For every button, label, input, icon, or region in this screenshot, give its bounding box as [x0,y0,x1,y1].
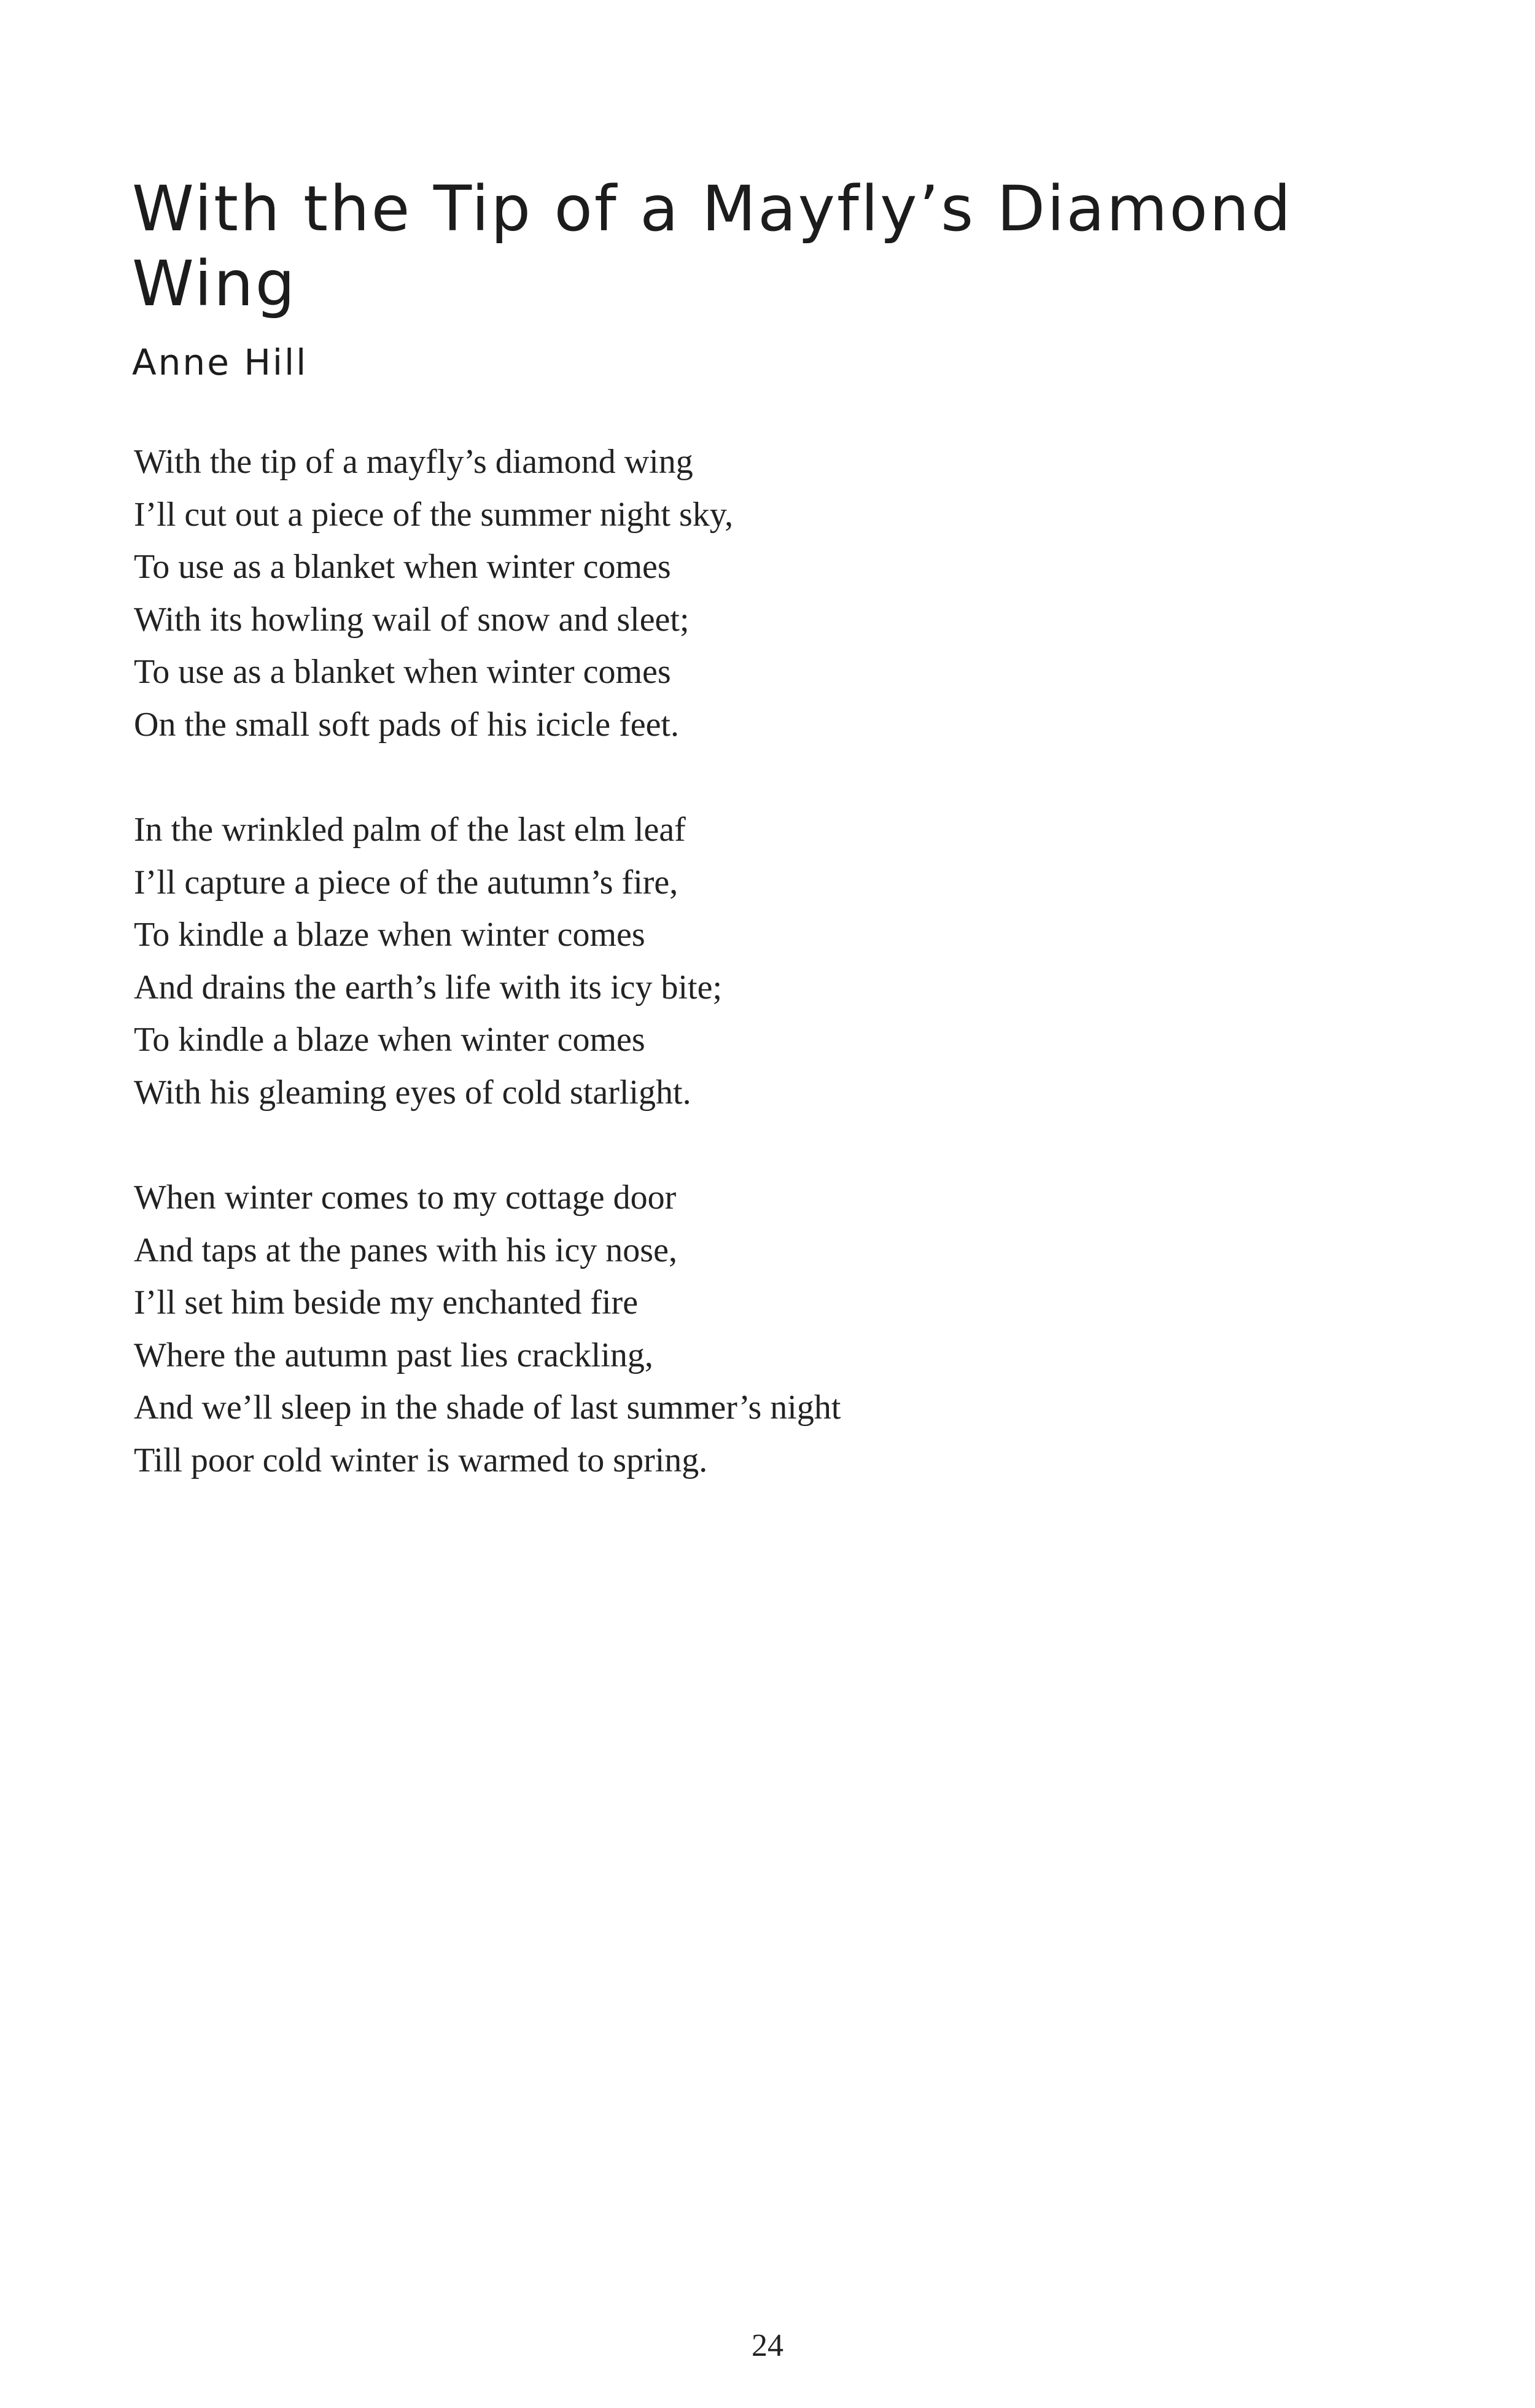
poem-title: With the Tip of a Mayfly’s Diamond Wing [132,173,1293,321]
stanza-1 [134,436,1239,751]
stanza-3 [134,1172,1239,1487]
poem-line: Where the autumn past lies crackling, [134,1336,653,1374]
stanza-2 [134,804,1239,1119]
poem-line: And we’ll sleep in the shade of last summer’s night [134,1389,841,1427]
poem-line: Till poor cold winter is warmed to spring. [134,1441,708,1479]
poem-line: To use as a blanket when winter comes [134,653,671,691]
poem-line: I’ll cut out a piece of the summer night sky, [134,495,734,534]
page-number: 24 [752,2328,783,2363]
poem-line: In the wrinkled palm of the last elm leaf [134,811,686,849]
poem-line: And taps at the panes with his icy nose, [134,1231,677,1269]
poem-line: With his gleaming eyes of cold starlight. [134,1073,691,1112]
poem-line: And drains the earth’s life with its icy bite; [134,968,723,1007]
poem-line: To kindle a blaze when winter comes [134,916,645,954]
poem-line: I’ll set him beside my enchanted fire [134,1284,639,1322]
poem-line: When winter comes to my cottage door [134,1179,677,1217]
poem-line: To use as a blanket when winter comes [134,548,671,586]
poem-line: On the small soft pads of his icicle feet. [134,705,679,744]
poem-body [134,436,1239,1540]
poem-line: With the tip of a mayfly’s diamond wing [134,443,693,481]
poem-line: To kindle a blaze when winter comes [134,1021,645,1059]
poem-line: I’ll capture a piece of the autumn’s fire, [134,863,678,902]
poem-author: Anne Hill [132,341,308,383]
poem-line: With its howling wail of snow and sleet; [134,600,690,639]
